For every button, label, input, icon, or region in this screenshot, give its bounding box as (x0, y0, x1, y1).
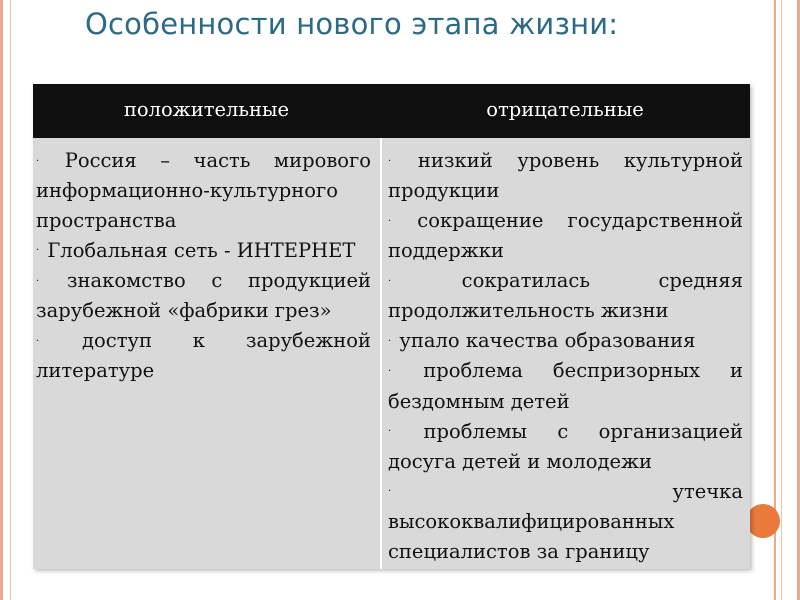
list-item-text: низкий уровень культурной продукции (388, 149, 744, 203)
list-item-text: упало качества образования (399, 329, 696, 353)
list-item-text: сокращение государственной поддержки (388, 209, 743, 263)
bullet-icon: · (388, 155, 392, 167)
bullet-icon: · (388, 215, 392, 227)
list-item-text: сократилась средняя продолжительность жизни (388, 269, 743, 323)
list-item (388, 326, 743, 356)
comparison-table (33, 84, 750, 569)
bullet-icon: · (388, 275, 392, 287)
list-item-text: проблемы с организацией досуга детей и молодежи (388, 419, 743, 473)
bullet-icon: · (36, 245, 40, 257)
bullet-icon: · (388, 426, 392, 438)
table-header (33, 84, 750, 138)
list-item-text: доступ к зарубежной литературе (36, 329, 371, 383)
decorative-dot (746, 504, 780, 538)
bullet-icon: · (388, 486, 392, 498)
list-item-text: Россия – часть мирового информационно-культурного пространства (36, 149, 371, 233)
negative-column (388, 146, 743, 566)
header-negative: отрицательные (486, 98, 644, 121)
list-item (388, 417, 743, 477)
list-item (36, 236, 371, 266)
list-item-text: знакомство с продукцией зарубежной «фабрики грез» (36, 269, 371, 323)
column-divider (380, 138, 382, 569)
header-positive: положительные (123, 98, 290, 121)
list-item (388, 146, 743, 206)
frame-line-left (10, 0, 11, 600)
list-item (388, 477, 743, 567)
slide-title: Особенности нового этапа жизни: (85, 7, 619, 41)
bullet-icon: · (36, 275, 40, 287)
bullet-icon: · (388, 335, 392, 347)
list-item-text: проблема беспризорных и бездомным детей (388, 359, 743, 413)
positive-column (36, 146, 371, 386)
list-item (388, 356, 743, 416)
list-item (388, 206, 743, 266)
list-item (388, 266, 743, 326)
list-item (36, 146, 371, 236)
list-item-text: утечка высококвалифицированных специалистов за границу (388, 479, 743, 563)
list-item (36, 266, 371, 326)
bullet-icon: · (388, 366, 392, 378)
bullet-icon: · (36, 335, 40, 347)
frame-line-right (781, 0, 782, 600)
bullet-icon: · (36, 155, 40, 167)
list-item-text: Глобальная сеть - ИНТЕРНЕТ (47, 238, 356, 262)
list-item (36, 326, 371, 386)
